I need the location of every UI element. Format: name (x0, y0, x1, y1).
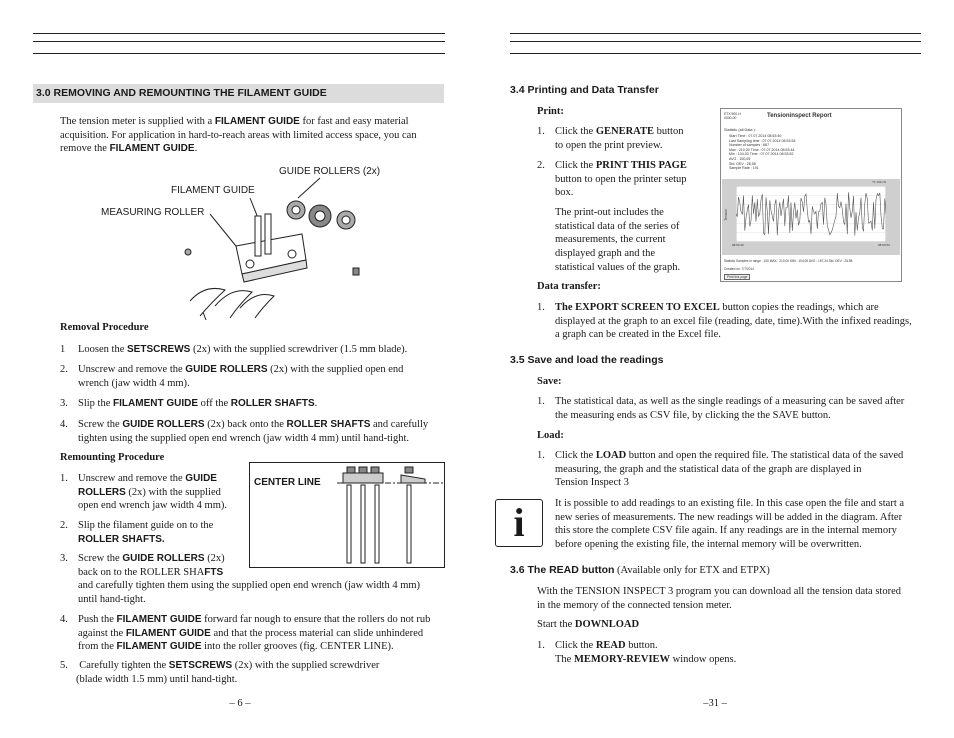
remounting-title: Remounting Procedure (60, 452, 165, 463)
label-guide-rollers: GUIDE ROLLERS (2x) (279, 166, 381, 177)
page-number-left: – 6 – (229, 698, 251, 709)
section-heading-text: 3.0 REMOVING AND REMOUNTING THE FILAMENT GUIDE (36, 87, 327, 99)
label-measuring-roller: MEASURING ROLLER (101, 207, 205, 218)
removal-title: Removal Procedure (60, 322, 149, 333)
center-line-label: CENTER LINE (254, 477, 321, 488)
report-chart-x-end: 08:53:54 (878, 243, 890, 247)
load-label: Load: (537, 430, 564, 441)
label-filament-guide: FILAMENT GUIDE (171, 185, 255, 196)
info-icon: i (495, 499, 543, 547)
report-chart-x-start: 08:53:40 (732, 243, 744, 247)
printout-description: The print-out includes the statistical data of the series of measurements, the current displayed graph and the statistical values of the graph. (555, 207, 681, 273)
center-line-figure (249, 462, 445, 568)
report-footer-stats: Statistic Samples in range : 100 MAX : 210,00 MIN : 104,00 AVG : 157,24 Std. DEV : 26,58 (724, 259, 853, 263)
report-line-chart (736, 186, 886, 242)
report-chart-corner: T1 100 cN (872, 180, 886, 184)
save-label: Save: (537, 376, 562, 387)
center-line-diagram (335, 465, 443, 567)
header-rule (33, 41, 445, 42)
header-rule (510, 33, 921, 34)
header-rule (33, 53, 445, 54)
header-rule (510, 53, 921, 54)
start-download: Start the DOWNLOAD (537, 619, 640, 630)
print-label: Print: (537, 106, 564, 117)
data-transfer-label: Data transfer: (537, 281, 601, 292)
report-stats: Start Time : 07.07.2014 08:53:40 Last Sampling time : 07.07.2014 08:53:54 Number of samples : 667 Max : 210,00 Time : 07.07.2014 08:53:44 Min : 104,00 Time : 07.07.2014 08:53:52 AVG : 150,05 Std. DEV : 26,58 Sample Rate : 191 (729, 134, 796, 171)
report-preview (720, 108, 902, 282)
print-this-page-button[interactable]: Print this page (724, 274, 750, 280)
info-note: It is possible to add readings to an existing file. In this case open the file and start a new series of measurements. The new readings will be added in the diagram. After this store the complete CSV file again. If any readings are in the internal memory before opening the existing file, the internal memory will be overwritten. (555, 498, 905, 550)
report-created-on: Created on: 7/7/2014 (724, 267, 754, 271)
section-heading (33, 84, 444, 103)
section-3-6-title: 3.6 The READ button (Available only for ETX and ETPX) (510, 564, 770, 576)
report-chart-panel (722, 179, 900, 255)
header-rule (33, 33, 445, 34)
report-device: ETX 500-H 0000-00 (724, 112, 741, 121)
report-chart-ylabel: Tension (724, 209, 728, 221)
read-intro: With the TENSION INSPECT 3 program you can download all the tension data stored in the memory of the connected tension meter. (537, 586, 902, 611)
filament-guide-diagram (170, 176, 370, 320)
section-3-5-title: 3.5 Save and load the readings (510, 354, 664, 366)
report-title: Tensioninspect Report (767, 113, 832, 119)
report-stats-title: Statistic (all Data ): (724, 128, 756, 132)
intro-paragraph: The tension meter is supplied with a FILAMENT GUIDE for fast and easy material acquisition. For application in hard-to-reach areas with limited access space, you can remove the FILAMENT GUIDE. (60, 116, 417, 155)
section-3-4-title: 3.4 Printing and Data Transfer (510, 84, 659, 96)
header-rule (510, 41, 921, 42)
page-number-right: –31 – (703, 698, 727, 709)
